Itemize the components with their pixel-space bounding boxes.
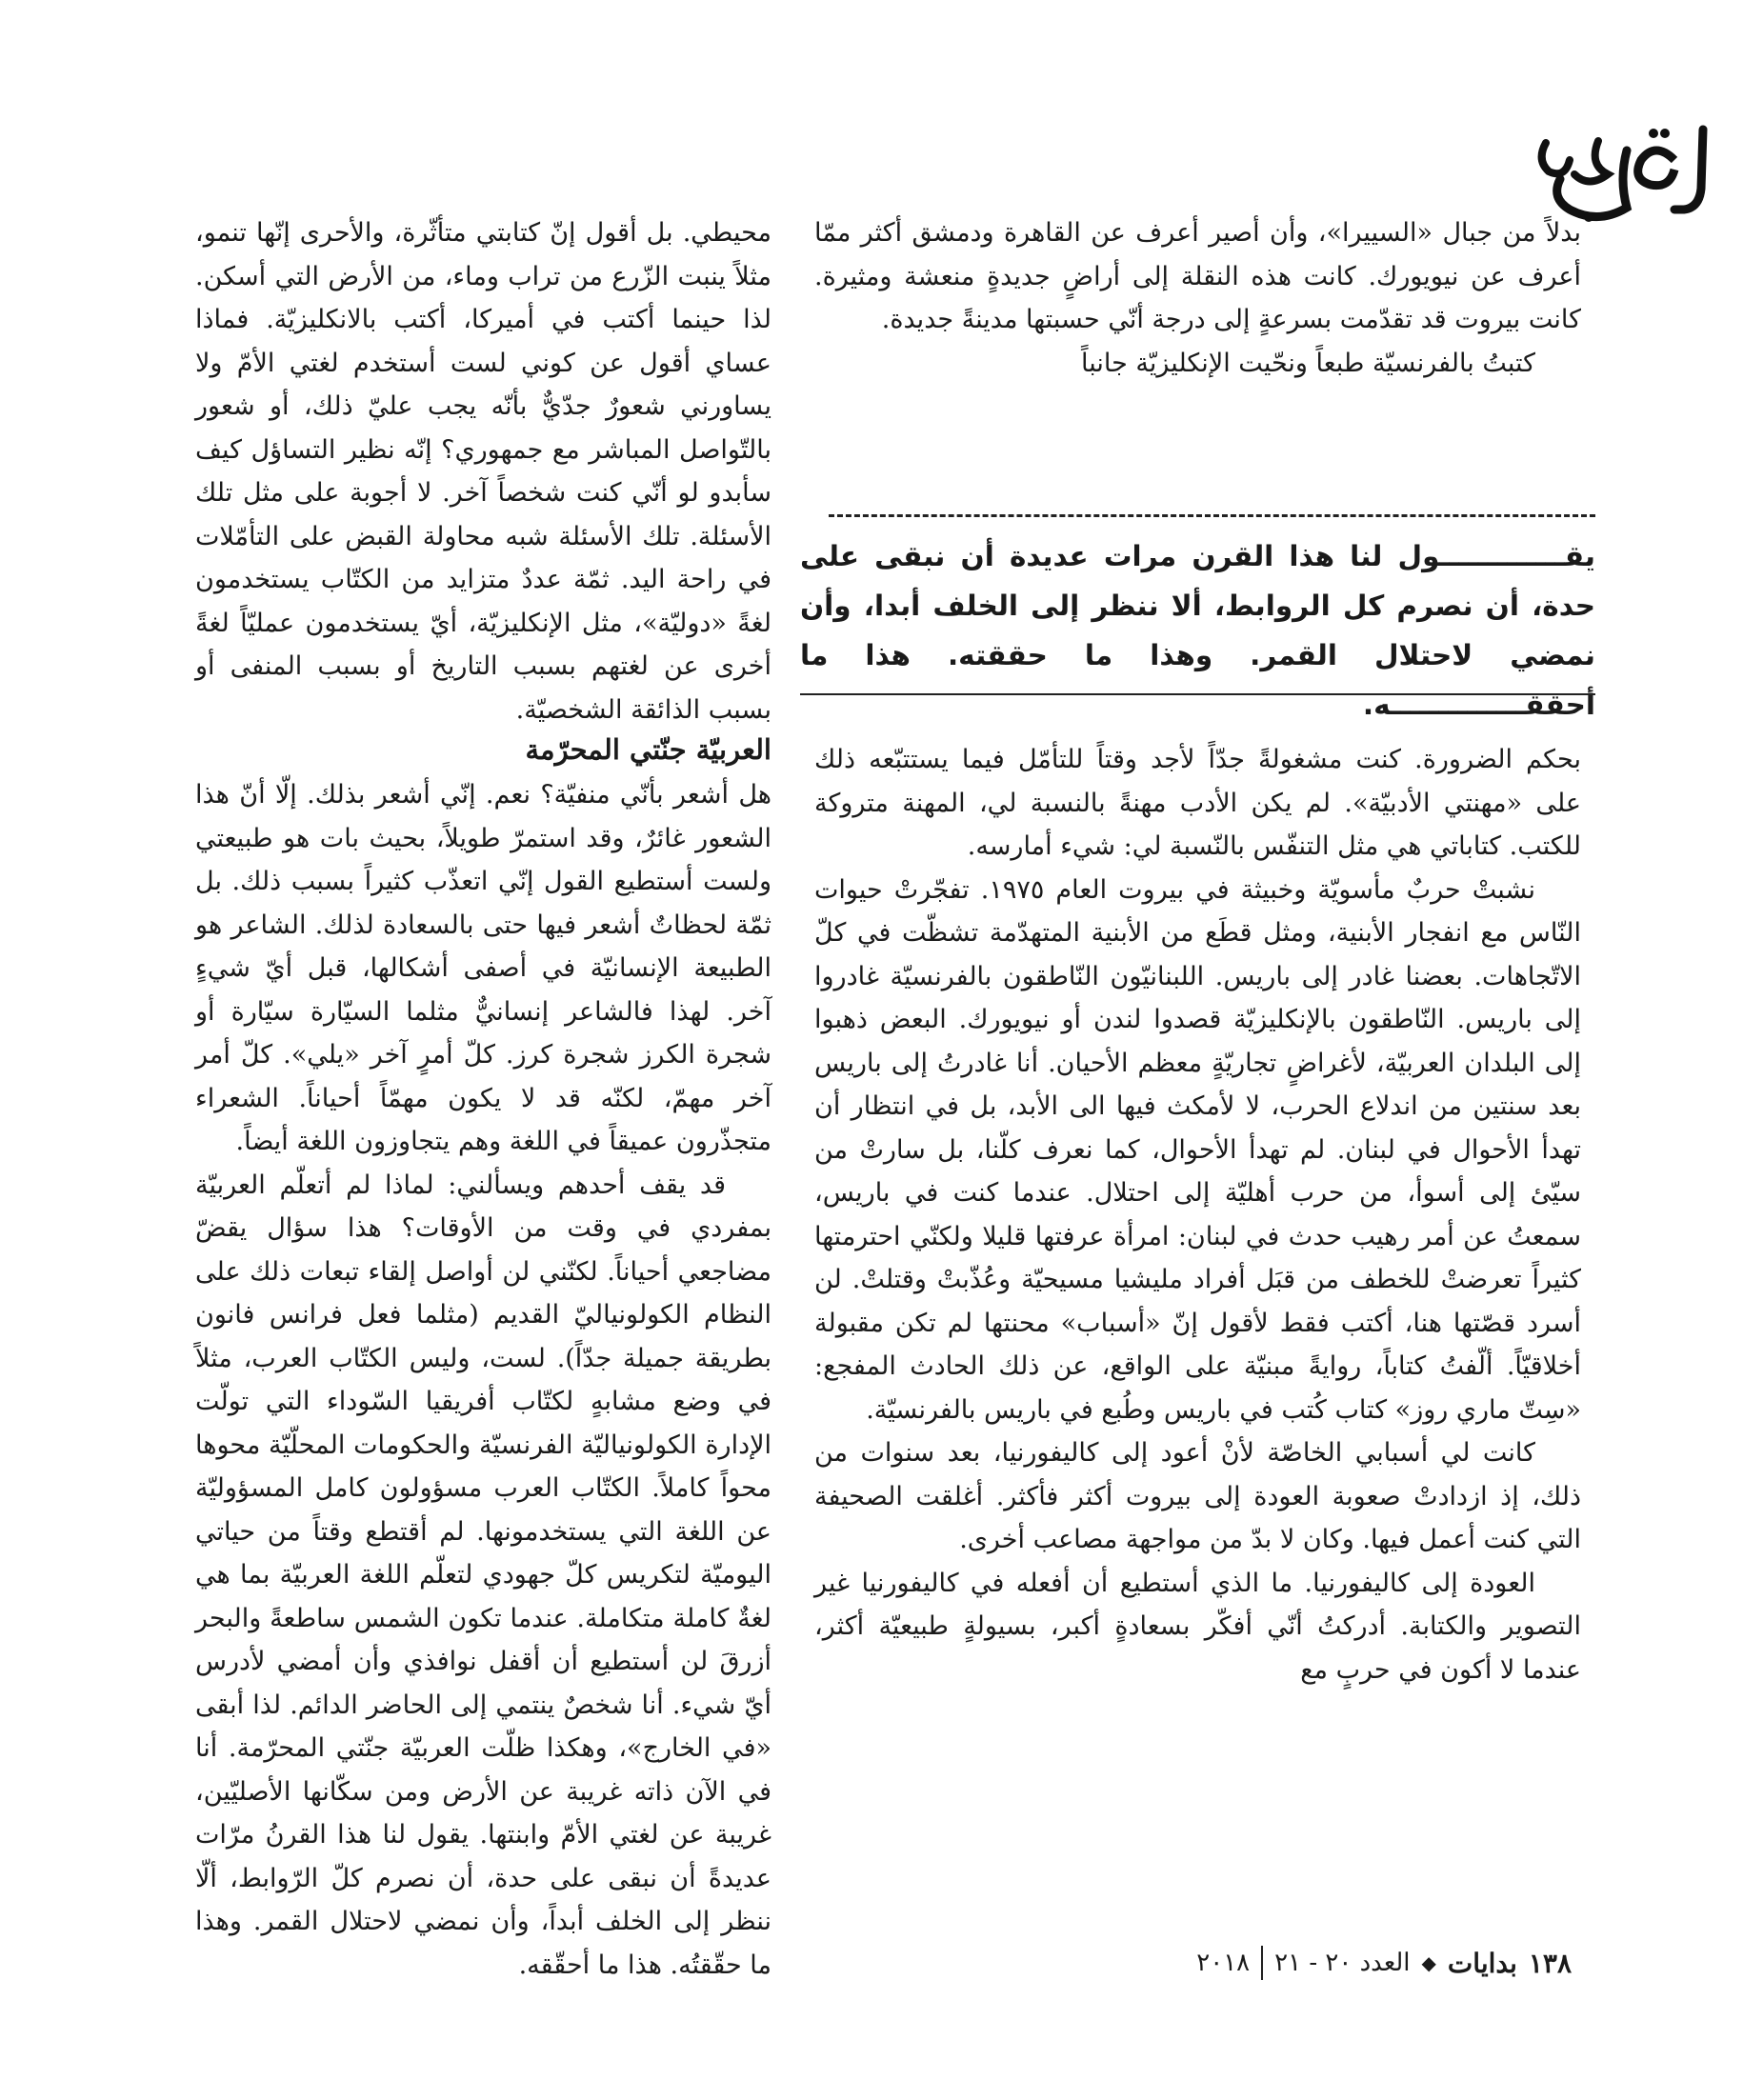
magazine-name: بدايات: [1447, 1947, 1517, 1979]
issue-number: العدد ٢٠ - ٢١: [1274, 1949, 1411, 1977]
article-column-left-top: [195, 211, 771, 731]
paragraph: قد يقف أحدهم ويسألني: لماذا لم أتعلّم العربيّة بمفردي في وقت من الأوقات؟ هذا سؤال يقضّ مضاجعي أحياناً. لكنّني لن أواصل إلقاء تبعات ذلك على النظام الكولونياليّ القديم (مثلما فعل فرانس فانون بطريقة جميلة جدّاً). لست، وليس الكتّاب العرب، مثلاً في وضع مشابهٍ لكتّاب أفريقيا السّوداء التي تولّت الإدارة الكولونياليّة الفرنسيّة والحكومات المحلّيّة محوها محواً كاملاً. الكتّاب العرب مسؤولون كامل المسؤوليّة عن اللغة التي يستخدمونها. لم أقتطع وقتاً من حياتي اليوميّة لتكريس كلّ جهودي لتعلّم اللغة العربيّة بما هي لغةٌ كاملة متكاملة. عندما تكون الشمس ساطعةً والبحر أزرقَ لن أستطيع أن أقفل نوافذي وأن أمضي لأدرس أيّ شيء. أنا شخصٌ ينتمي إلى الحاضر الدائم. لذا أبقى «في الخارج»، وهكذا ظلّت العربيّة جنّتي المحرّمة. أنا في الآن ذاته غريبة عن الأرض ومن سكّانها الأصليّين، غريبة عن لغتي الأمّ وابنتها. يقول لنا هذا القرنُ مرّات عديدةً أن نبقى على حدة، أن نصرم كلّ الرّوابط، ألّا ننظر إلى الخلف أبداً، وأن نمضي لاحتلال القمر. وهذا ما حقّقتُه. هذا ما أحقّقه.: [195, 1170, 771, 1980]
article-column-right-bottom: [814, 738, 1581, 1691]
pull-quote-bottom-rule: [800, 693, 1595, 695]
paragraph: بحكم الضرورة. كنت مشغولةً جدّاً لأجد وقتاً للتأمّل فيما يستتبّعه ذلك على «مهنتي الأدبيّة». لم يكن الأدب مهنةً بالنسبة لي، المهنة متروكة للكتب. كتاباتي هي مثل التنفّس بالنّسبة لي: شيء أمارسه.: [814, 745, 1581, 861]
section-heading: العربيّة جنّتي المحرّمة: [525, 733, 771, 766]
pull-quote-text: يقـــــــــــــول لنا هذا القرن مرات عديدة أن نبقى على حدة، أن نصرم كل الروابط، ألا ننظر إلى الخلف أبدا، وأن نمضي لاحتلال القمر. وهذا ما حققته. هذا ما أحققــــــــــــــه.: [800, 540, 1595, 721]
paragraph: محيطي. بل أقول إنّ كتابتي متأثّرة، والأحرى إنّها تنمو، مثلاً ينبت الزّرع من تراب وماء، من الأرض التي أسكن. لذا حينما أكتب في أميركا، أكتب بالانكليزيّة. فماذا عساي أقول عن كوني لست أستخدم لغتي الأمّ ولا يساورني شعورٌ جدّيٌّ بأنّه يجب عليّ ذلك، أو شعور بالتّواصل المباشر مع جمهوري؟ إنّه نظير التساؤل كيف سأبدو لو أنّي كنت شخصاً آخر. لا أجوبة على مثل تلك الأسئلة. تلك الأسئلة شبه محاولة القبض على التأمّلات في راحة اليد. ثمّة عددٌ متزايد من الكتّاب يستخدمون لغةً «دوليّة»، مثل الإنكليزيّة، أيّ يستخدمون عمليّاً لغةً أخرى عن لغتهم بسبب التاريخ أو بسبب المنفى أو بسبب الذائقة الشخصيّة.: [195, 218, 771, 725]
article-column-right-top: [814, 211, 1581, 385]
page-number: ١٣٨: [1528, 1947, 1572, 1979]
pull-quote-top-rule: [829, 514, 1595, 517]
paragraph: كانت لي أسبابي الخاصّة لأنْ أعود إلى كاليفورنيا، بعد سنوات من ذلك، إذ ازدادتْ صعوبة العودة إلى بيروت أكثر فأكثر. أغلقت الصحيفة التي كنت أعمل فيها. وكان لا بدّ من مواجهة مصاعب أخرى.: [814, 1438, 1581, 1554]
paragraph: هل أشعر بأنّي منفيّة؟ نعم. إنّي أشعر بذلك. إلّا أنّ هذا الشعور غائرٌ، وقد استمرّ طويلاً، بحيث بات هو طبيعتي ولست أستطيع القول إنّي اتعذّب كثيراً بسبب ذلك. بل ثمّة لحظاتٌ أشعر فيها حتى بالسعادة لذلك. الشاعر هو الطبيعة الإنسانيّة في أصفى أشكالها، قبل أيّ شيءٍ آخر. لهذا فالشاعر إنسانيٌّ مثلما السيّارة سيّارة أو شجرة الكرز شجرة كرز. كلّ أمرٍ آخر «يلي». كلّ أمر آخر مهمّ، لكنّه قد لا يكون مهمّاً أحياناً. الشعراء متجذّرون عميقاً في اللغة وهم يتجاوزون اللغة أيضاً.: [195, 780, 771, 1156]
diamond-icon: ◆: [1421, 1951, 1436, 1974]
issue-year: ٢٠١٨: [1196, 1949, 1251, 1977]
paragraph: العودة إلى كاليفورنيا. ما الذي أستطيع أن أفعله في كاليفورنيا غير التصوير والكتابة. أدركتُ أنّي أفكّر بسعادةٍ أكبر، بسيولةٍ طبيعيّة أكثر، عندما لا أكون في حربٍ مع: [814, 1568, 1581, 1685]
paragraph: بدلاً من جبال «السييرا»، وأن أصير أعرف عن القاهرة ودمشق أكثر ممّا أعرف عن نيويورك. كانت هذه النقلة إلى أراضٍ جديدةٍ منعشة ومثيرة. كانت بيروت قد تقدّمت بسرعةٍ إلى درجة أنّي حسبتها مدينةً جديدة.: [814, 218, 1581, 334]
footer-divider: [1261, 1946, 1263, 1980]
article-column-left-bottom: [195, 726, 771, 1987]
page-footer: [1038, 1939, 1572, 1987]
paragraph: نشبتْ حربٌ مأسويّة وخبيثة في بيروت العام ١٩٧٥. تفجّرتْ حيوات النّاس مع انفجار الأبنية، ومثل قطَع من الأبنية المتهدّمة تشظّت في كلّ الاتّجاهات. بعضنا غادر إلى باريس. اللبنانيّون النّاطقون بالفرنسيّة غادروا إلى باريس. النّاطقون بالإنكليزيّة قصدوا لندن أو نيويورك. البعض ذهبوا إلى البلدان العربيّة، لأغراضٍ تجاريّةٍ معظم الأحيان. أنا غادرتُ إلى باريس بعد سنتين من اندلاع الحرب، لا لأمكث فيها الى الأبد، بل في انتظار أن تهدأ الأحوال في لبنان. لم تهدأ الأحوال، كما نعرف كلّنا، بل سارتْ من سيّئ إلى أسوأ، من حرب أهليّة إلى احتلال. عندما كنت في باريس، سمعتُ عن أمر رهيب حدث في لبنان: امرأة عرفتها قليلا ولكنّي احترمتها كثيراً تعرضتْ للخطف من قبَل أفراد مليشيا مسيحيّة وعُذّبتْ وقتلتْ. لن أسرد قصّتها هنا، أكتب فقط لأقول إنّ «أسباب» محنتها لم تكن مقبولة أخلاقيّاً. ألّفتُ كتاباً، روايةً مبنيّة على الواقع، عن ذلك الحادث المفجع: «سِتّ ماري روز» كتاب كُتب في باريس وطُبع في باريس بالفرنسيّة.: [814, 874, 1581, 1425]
paragraph: كتبتُ بالفرنسيّة طبعاً ونحّيت الإنكليزيّة جانباً: [1081, 348, 1535, 378]
pull-quote: [800, 514, 1595, 721]
